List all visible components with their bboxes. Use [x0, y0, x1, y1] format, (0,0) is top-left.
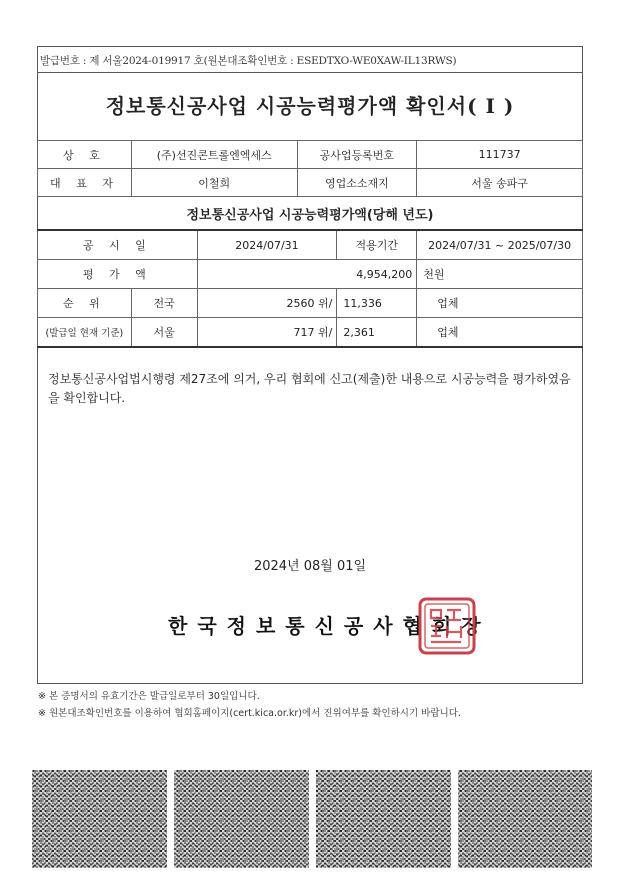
- page-title: 정보통신공사업 시공능력평가액 확인서( I ): [105, 94, 515, 118]
- registration-number: 111737: [417, 141, 583, 169]
- issue-number: 발급번호 : 제 서울2024-019917 호(원본대조확인번호 : ESEDTXO-WE0XAW-IL13RWS): [40, 55, 457, 67]
- amount-unit: 천원: [417, 260, 583, 289]
- registration-label: 공사업등록번호: [297, 141, 417, 169]
- period-label: 적용기간: [337, 230, 417, 260]
- amount-label: 평 가 액: [38, 260, 198, 289]
- table-row: [38, 260, 583, 289]
- issue-date: 2024년 08월 01일: [253, 559, 367, 574]
- location-label: 영업소소재지: [297, 169, 417, 197]
- official-seal-icon: [417, 596, 477, 656]
- announce-date: 2024/07/31: [197, 230, 337, 260]
- header-divider: [37, 72, 583, 73]
- 2d-barcode-icon: [32, 770, 592, 868]
- location-value: 서울 송파구: [417, 169, 583, 197]
- company-name: (주)선진콘트롤엔엑세스: [131, 141, 297, 169]
- rank-nation-unit: 업체: [417, 289, 583, 318]
- table-row: [38, 169, 583, 197]
- rank-nation-value: 2560 위/: [197, 289, 337, 318]
- rank-basis: (발급일 현재 기준): [38, 318, 132, 348]
- footnote-validity: ※ 본 증명서의 유효기간은 발급일로부터 30일입니다.: [38, 691, 260, 702]
- period-value: 2024/07/31 ~ 2025/07/30: [417, 230, 583, 260]
- rank-nation-total: 11,336: [337, 289, 417, 318]
- table-row: [38, 318, 583, 348]
- footnotes: [38, 688, 461, 722]
- ceo-name: 이철희: [131, 169, 297, 197]
- table-row: [38, 141, 583, 169]
- table-row: [38, 289, 583, 318]
- rank-seoul-unit: 업체: [417, 318, 583, 348]
- confirmation-text: 정보통신공사업법시행령 제27조에 의거, 우리 협회에 신고(제출)한 내용으로 시공능력을 평가하였음을 확인합니다.: [48, 372, 571, 405]
- rank-label: 순 위: [38, 289, 132, 318]
- amount-value: 4,954,200: [197, 260, 417, 289]
- issuer-name: 한국정보통신공사협회장: [168, 614, 491, 638]
- company-name-label: 상 호: [38, 141, 132, 169]
- announce-label: 공 시 일: [38, 230, 198, 260]
- evaluation-heading: 정보통신공사업 시공능력평가액(당해 년도): [186, 208, 434, 223]
- table-row: [38, 230, 583, 260]
- ceo-label: 대 표 자: [38, 169, 132, 197]
- rank-seoul-total: 2,361: [337, 318, 417, 348]
- footnote-verification: ※ 원본대조확인번호를 이용하여 협회홈페이지(cert.kica.or.kr)에서 진위여부를 확인하시기 바랍니다.: [38, 708, 461, 719]
- rank-seoul-value: 717 위/: [197, 318, 337, 348]
- evaluation-table: [37, 229, 583, 348]
- rank-nation-label: 전국: [131, 289, 197, 318]
- rank-seoul-label: 서울: [131, 318, 197, 348]
- company-info-table: [37, 140, 583, 197]
